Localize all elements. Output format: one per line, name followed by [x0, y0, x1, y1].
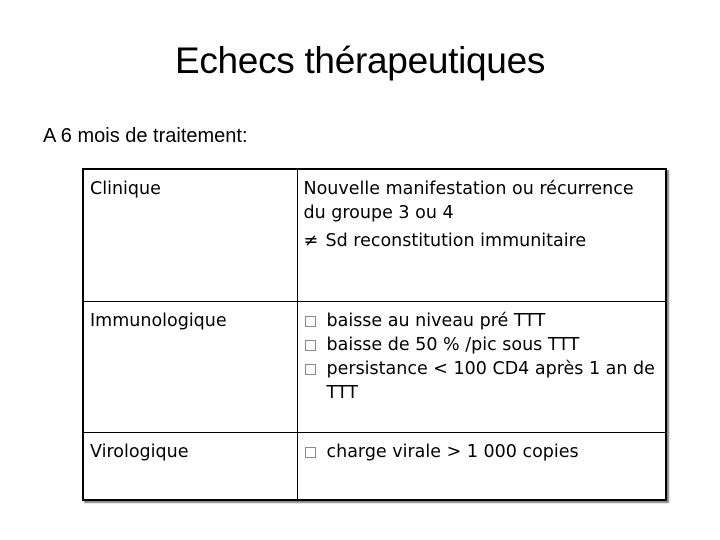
exclusion-text: Sd reconstitution immunitaire — [325, 231, 587, 251]
list-item — [304, 357, 660, 405]
row-label: Virologique — [83, 433, 297, 501]
list-item-text: baisse au niveau pré TTT — [326, 311, 546, 331]
bullet-list — [304, 440, 660, 464]
table-row-virologique — [83, 433, 666, 501]
list-item — [304, 309, 660, 333]
checkbox-square-icon — [305, 340, 316, 351]
list-item — [304, 333, 660, 357]
checkbox-square-icon — [305, 364, 316, 375]
exclusion-note — [304, 229, 660, 253]
slide-subtitle: A 6 mois de traitement: — [43, 125, 248, 147]
checkbox-square-icon — [305, 447, 316, 458]
checkbox-square-icon — [305, 316, 316, 327]
table-row-immunologique — [83, 302, 666, 433]
table-row-clinique — [83, 169, 666, 302]
row-content — [297, 302, 666, 433]
row-label: Clinique — [83, 169, 297, 302]
list-item — [304, 440, 660, 464]
clinique-description: Nouvelle manifestation ou récurrence du groupe 3 ou 4 — [303, 179, 634, 223]
row-content — [297, 433, 666, 501]
list-item-text: charge virale > 1 000 copies — [326, 442, 579, 462]
failure-criteria-table — [82, 168, 667, 501]
row-content — [297, 169, 666, 302]
not-equal-icon: ≠ — [303, 231, 319, 251]
slide-title: Echecs thérapeutiques — [174, 40, 546, 81]
row-label: Immunologique — [83, 302, 297, 433]
bullet-list — [304, 309, 660, 405]
list-item-text: persistance < 100 CD4 après 1 an de TTT — [326, 359, 655, 403]
list-item-text: baisse de 50 % /pic sous TTT — [326, 335, 580, 355]
